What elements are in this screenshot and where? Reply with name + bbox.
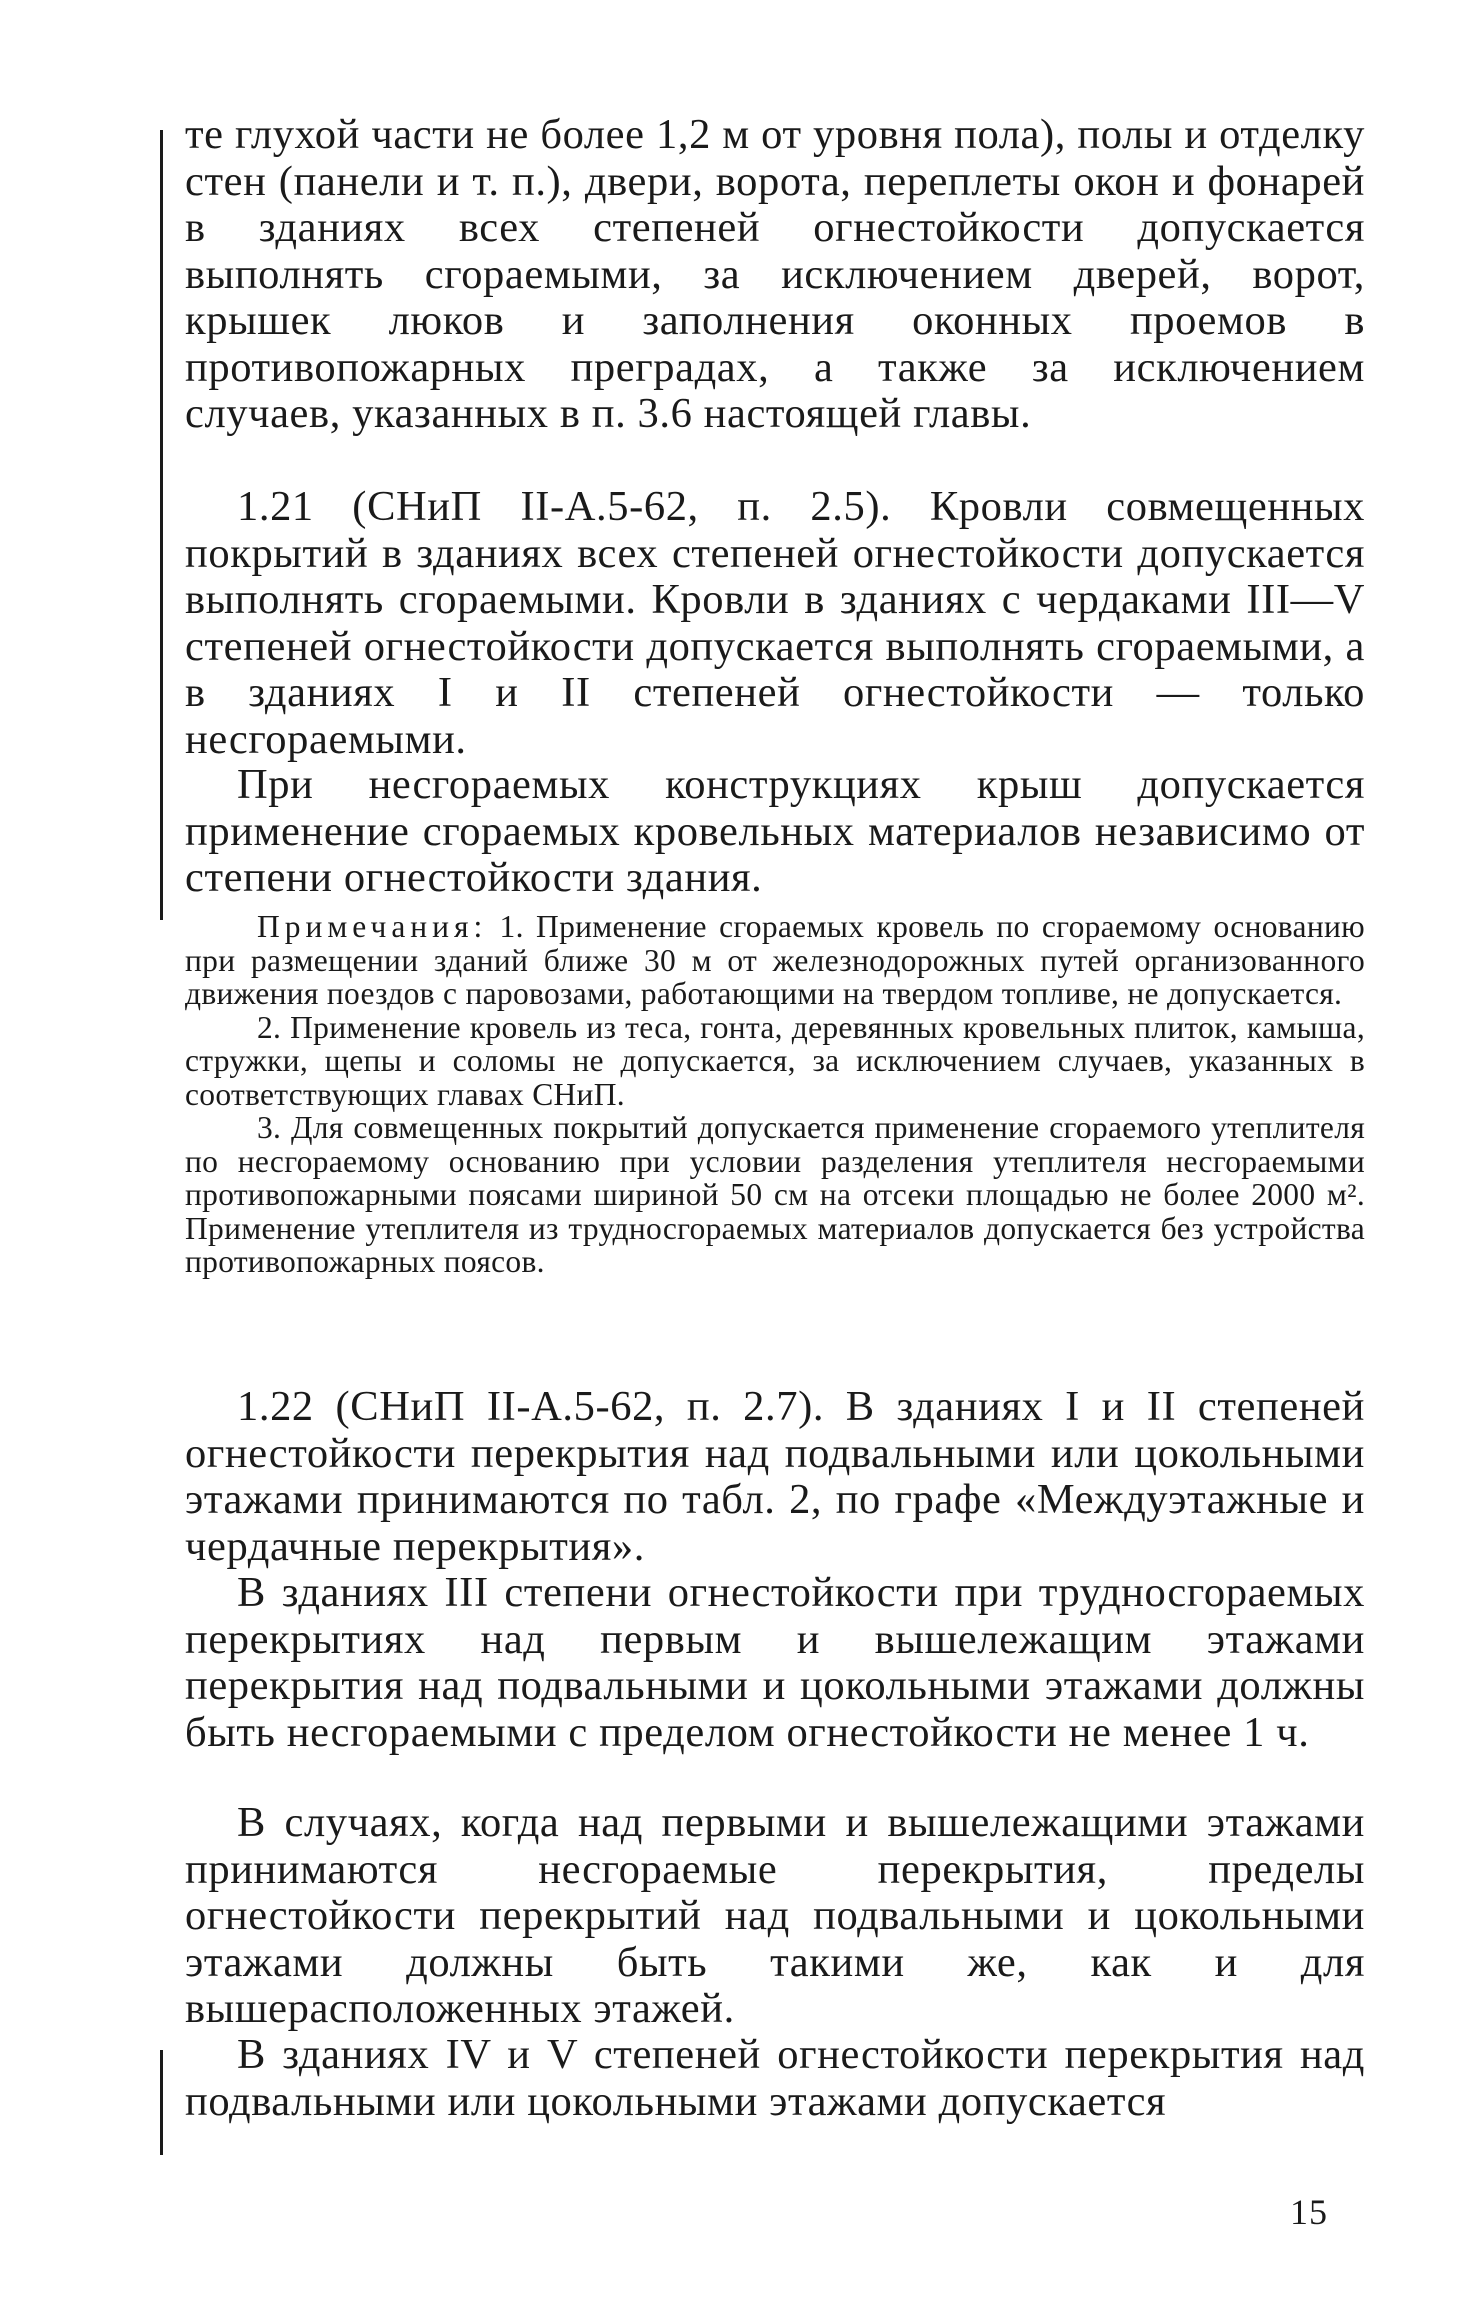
paragraph: 1.21 (СНиП II-А.5-62, п. 2.5). Кровли совмещенных покрытий в зданиях всех степеней огнестойкости допускается выполнять сгораемыми. Кровли в зданиях с чердаками III—V степеней огнестойкости допускается выполнять сгораемыми, а в зданиях I и II степеней огнестойкости — только несгораемыми.	[185, 483, 1365, 763]
note-item-3: 3. Для совмещенных покрытий допускается применение сгораемого утеплителя по несгораемому основанию при условии разделения утеплителя несгораемыми противопожарными поясами шириной 50 см на отсеки площадью не более 2000 м². Применение утеплителя из трудносгораемых материалов допускается без устройства противопожарных поясов.	[185, 1110, 1365, 1279]
paragraph: При несгораемых конструкциях крыш допускается применение сгораемых кровельных материалов независимо от степени огнестойкости здания.	[185, 761, 1365, 901]
notes-label: Примечания:	[257, 909, 488, 944]
section-1-22-block	[185, 1384, 1365, 1570]
paragraph: те глухой части не более 1,2 м от уровня пола), полы и отделку стен (панели и т. п.), двери, ворота, переплеты окон и фонарей в зданиях всех степеней огнестойкости допускается выполнять сгораемыми, за исключением дверей, ворот, крышек люков и заполнения оконных проемов в противопожарных преградах, а также за исключением случаев, указанных в п. 3.6 настоящей главы.	[185, 111, 1365, 437]
margin-bar-top	[160, 130, 163, 920]
paragraph-grade-3-block	[185, 1570, 1365, 1756]
section-1-21-block	[185, 484, 1365, 763]
margin-bar-bottom	[160, 2050, 163, 2155]
page-number: 15	[1290, 2192, 1328, 2232]
paragraph-grade-4-5-block	[185, 2032, 1365, 2125]
notes-block	[185, 910, 1365, 1279]
note-text: 1. Применение сгораемых кровель по сгораемому основанию при размещении зданий ближе 30 м от железнодорожных путей организованного движения поездов с паровозами, работающими на твердом топливе, не допускается.	[185, 909, 1365, 1011]
paragraph: В зданиях III степени огнестойкости при трудносгораемых перекрытиях над первым и вышележащим этажами перекрытия над подвальными и цокольными этажами должны быть несгораемыми с пределом огнестойкости не менее 1 ч.	[185, 1569, 1365, 1756]
paragraph: 1.22 (СНиП II-А.5-62, п. 2.7). В зданиях I и II степеней огнестойкости перекрытия над подвальными или цокольными этажами принимаются по табл. 2, по графе «Междуэтажные и чердачные перекрытия».	[185, 1383, 1365, 1570]
paragraph: В зданиях IV и V степеней огнестойкости перекрытия над подвальными или цокольными этажами допускается	[185, 2031, 1365, 2125]
paragraph: В случаях, когда над первыми и вышележащими этажами принимаются несгораемые перекрытия, пределы огнестойкости перекрытий над подвальными и цокольными этажами должны быть такими же, как и для вышерасположенных этажей.	[185, 1799, 1365, 2032]
paragraph-cases-block	[185, 1800, 1365, 2033]
note-item-1	[185, 910, 1365, 1011]
paragraph-roofing-block	[185, 762, 1365, 902]
paragraph-continuation-block	[185, 112, 1365, 438]
note-item-2: 2. Применение кровель из теса, гонта, деревянных кровельных плиток, камыша, стружки, щепы и соломы не допускается, за исключением случаев, указанных в соответствующих главах СНиП.	[185, 1009, 1365, 1112]
